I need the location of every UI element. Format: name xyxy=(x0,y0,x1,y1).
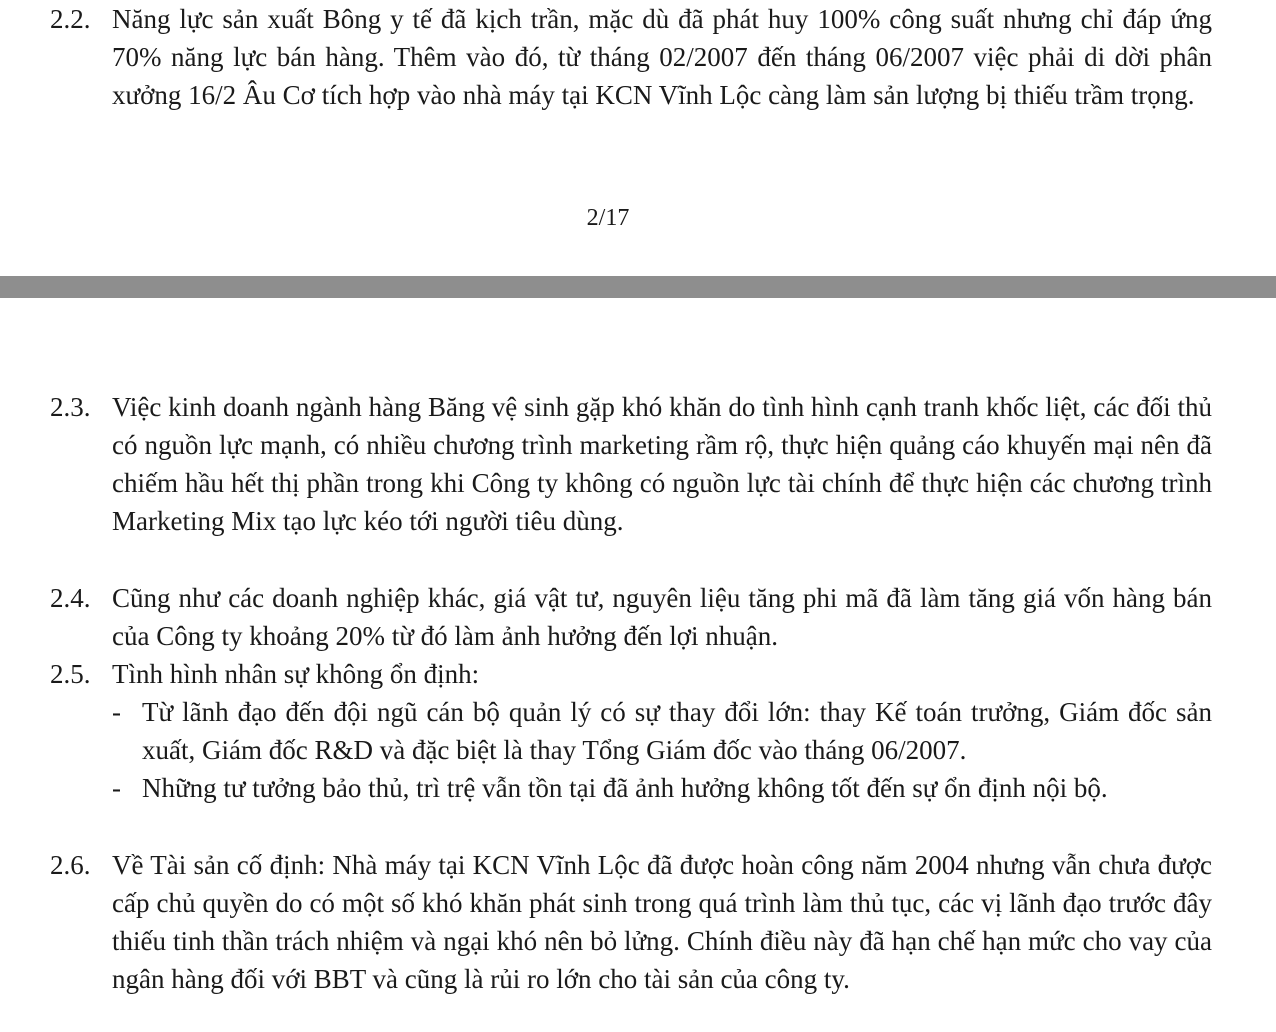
bullet-dash: - xyxy=(112,773,121,803)
item-number: 2.3. xyxy=(50,392,91,422)
page-number: 2/17 xyxy=(586,205,630,231)
item-text: Việc kinh doanh ngành hàng Băng vệ sinh gặp khó khăn do tình hình cạnh tranh khốc liệt, các đối thủ có nguồn lực mạnh, có nhiều chương trình marketing rầm rộ, thực hiện quảng cáo khuyến mại nên đã chiếm hầu hết thị phần trong khi Công ty không có nguồn lực tài chính để thực hiện các chương trình Marketing Mix tạo lực kéo tới người tiêu dùng. xyxy=(112,392,1212,536)
list-item-2-2 xyxy=(50,0,1212,114)
item-text: Tình hình nhân sự không ổn định: xyxy=(112,659,480,689)
bullet-dash: - xyxy=(112,697,121,727)
page-separator xyxy=(0,276,1276,298)
item-number: 2.5. xyxy=(50,659,91,689)
item-text: Cũng như các doanh nghiệp khác, giá vật tư, nguyên liệu tăng phi mã đã làm tăng giá vốn hàng bán của Công ty khoảng 20% từ đó làm ảnh hưởng đến lợi nhuận. xyxy=(112,583,1212,651)
list-item-2-3 xyxy=(50,388,1212,540)
list-item-2-4 xyxy=(50,579,1212,655)
item-text: Năng lực sản xuất Bông y tế đã kịch trần, mặc dù đã phát huy 100% công suất nhưng chỉ đáp ứng 70% năng lực bán hàng. Thêm vào đó, từ tháng 02/2007 đến tháng 06/2007 việc phải di dời phân xưởng 16/2 Âu Cơ tích hợp vào nhà máy tại KCN Vĩnh Lộc càng làm sản lượng bị thiếu trầm trọng. xyxy=(112,4,1212,110)
list-item-2-6 xyxy=(50,846,1212,998)
document-page-2 xyxy=(0,0,1276,276)
list-item-2-5 xyxy=(50,655,1212,693)
bullet-text: Những tư tưởng bảo thủ, trì trệ vẫn tồn tại đã ảnh hưởng không tốt đến sự ổn định nội bộ. xyxy=(142,773,1108,803)
item-text: Về Tài sản cố định: Nhà máy tại KCN Vĩnh Lộc đã được hoàn công năm 2004 nhưng vẫn chưa được cấp chủ quyền do có một số khó khăn phát sinh trong quá trình làm thủ tục, các vị lãnh đạo trước đây thiếu tinh thần trách nhiệm và ngại khó nên bỏ lửng. Chính điều này đã hạn chế hạn mức cho vay của ngân hàng đối với BBT và cũng là rủi ro lớn cho tài sản của công ty. xyxy=(112,850,1212,994)
bullet-text: Từ lãnh đạo đến đội ngũ cán bộ quản lý có sự thay đổi lớn: thay Kế toán trưởng, Giám đốc sản xuất, Giám đốc R&D và đặc biệt là thay Tổng Giám đốc vào tháng 06/2007. xyxy=(142,697,1212,765)
item-number: 2.4. xyxy=(50,583,91,613)
bullet-item xyxy=(112,769,1212,807)
item-number: 2.2. xyxy=(50,4,91,34)
document-page-3 xyxy=(0,298,1276,1032)
item-number: 2.6. xyxy=(50,850,91,880)
bullet-item xyxy=(112,693,1212,769)
